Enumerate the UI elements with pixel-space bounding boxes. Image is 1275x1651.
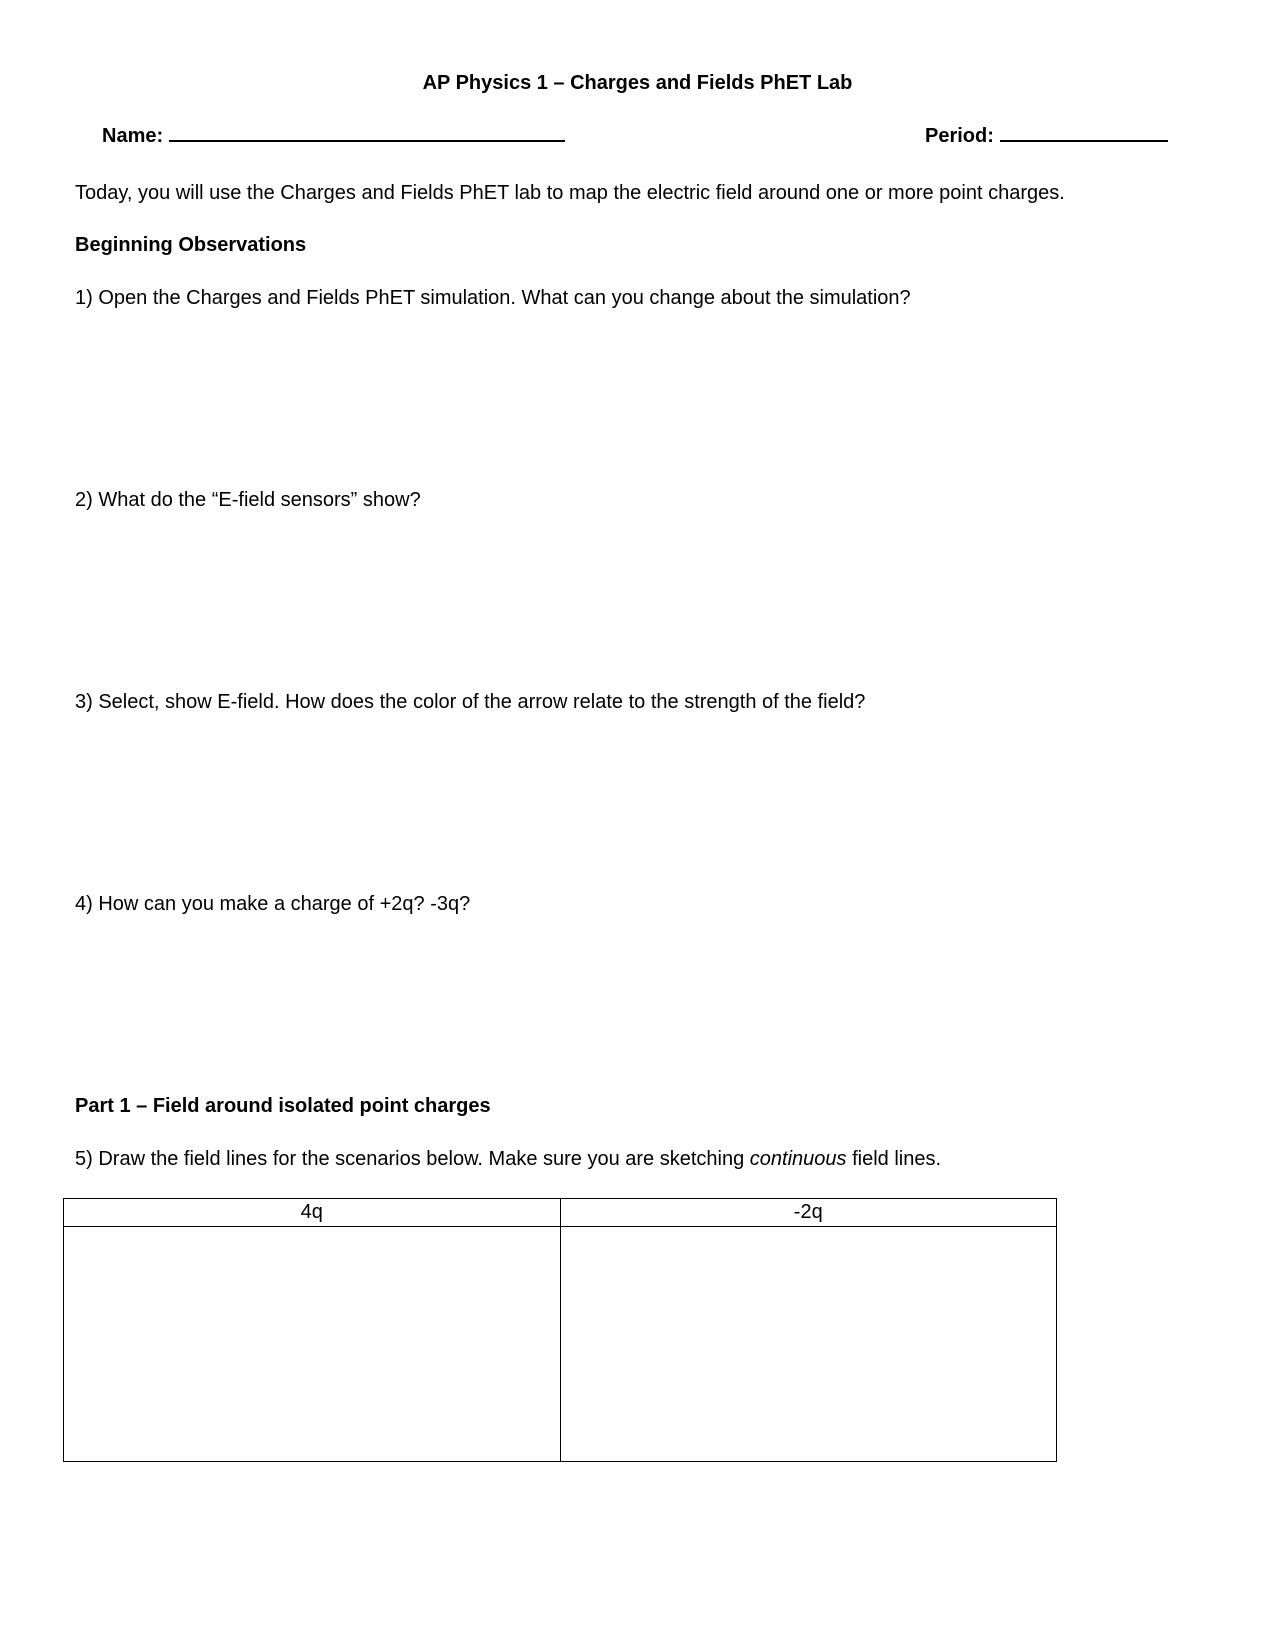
name-label: Name: (102, 125, 164, 147)
question-1: 1) Open the Charges and Fields PhET simulation. What can you change about the simulation? (75, 287, 911, 309)
part1-heading: Part 1 – Field around isolated point charges (75, 1095, 491, 1117)
table-drawing-row (64, 1227, 1057, 1462)
period-blank[interactable] (1000, 126, 1168, 142)
name-field-row (102, 125, 565, 148)
table-header-row (64, 1199, 1057, 1227)
question-4: 4) How can you make a charge of +2q? -3q? (75, 893, 471, 915)
page-title: AP Physics 1 – Charges and Fields PhET Lab (422, 72, 853, 94)
period-field-row (925, 125, 1168, 148)
intro-text: Today, you will use the Charges and Fields PhET lab to map the electric field around one or more point charges. (75, 182, 1065, 204)
question-5-text-start: 5) Draw the field lines for the scenarios below. Make sure you are sketching (75, 1148, 750, 1170)
drawing-area-neg2q[interactable] (560, 1227, 1057, 1462)
table-header-4q: 4q (64, 1199, 561, 1227)
question-3: 3) Select, show E-field. How does the color of the arrow relate to the strength of the field? (75, 691, 866, 713)
beginning-observations-heading: Beginning Observations (75, 234, 307, 256)
name-blank[interactable] (169, 126, 565, 142)
drawing-area-4q[interactable] (64, 1227, 561, 1462)
question-5 (75, 1148, 941, 1171)
field-lines-table (63, 1198, 1057, 1462)
table-header-neg2q: -2q (560, 1199, 1057, 1227)
period-label: Period: (925, 125, 994, 147)
question-5-emphasis: continuous (749, 1148, 847, 1170)
question-2: 2) What do the “E-field sensors” show? (75, 489, 421, 511)
question-5-text-end: field lines. (846, 1148, 942, 1170)
